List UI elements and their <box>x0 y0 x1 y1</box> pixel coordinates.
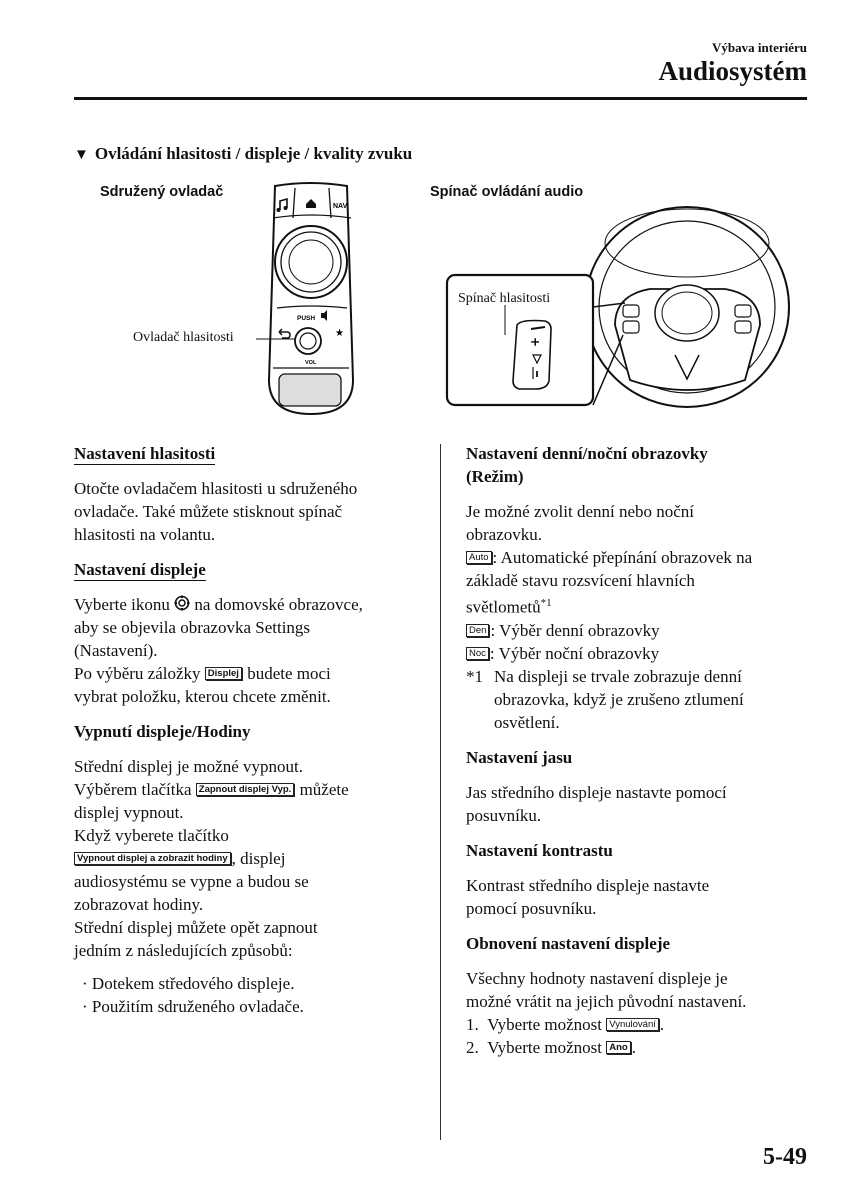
star-icon: ★ <box>335 328 344 339</box>
figure-label-controller: Sdružený ovladač <box>100 184 224 200</box>
callout-volume-knob: Ovladač hlasitosti <box>133 330 234 345</box>
para-reset: Všechny hodnoty nastavení displeje je možné vrátit na jejich původní nastavení. <box>466 968 747 1011</box>
list-item: · Dotekem středového displeje. <box>82 974 295 993</box>
heading-display: Nastavení displeje <box>74 560 206 579</box>
heading-day-night: Nastavení denní/noční obrazovky (Režim) <box>466 444 708 486</box>
right-column <box>466 442 811 1059</box>
list-item: 1. Vyberte možnost Vynulování . <box>466 1014 665 1034</box>
display-off-chip: Zapnout displej Vyp. <box>196 783 295 796</box>
display-off-clock-chip: Vypnout displej a zobrazit hodiny <box>74 852 231 865</box>
nav-label: NAV <box>333 203 348 210</box>
para-brightness: Jas středního displeje nastavte pomocí posuvníku. <box>466 782 727 825</box>
heading-brightness: Nastavení jasu <box>466 747 573 767</box>
footnote: *1 Na displeji se trvale zobrazuje denní obrazovka, když je zrušeno ztlumení osvětlení. <box>466 666 744 732</box>
display-tab-chip: Displej <box>205 667 242 680</box>
para-display-off: Střední displej je možné vypnout. Výběrem tlačítka Zapnout displej Vyp. můžete displej vypnout. Když vyberete tlačítko Vypnout displej a zobrazit hodiny , displej audiosystému se vypne a budou se zobrazovat hodiny. Střední displej můžete opět zapnout jedním z následujících způsobů: <box>74 757 349 960</box>
figure-label-steering: Spínač ovládání audio <box>430 184 584 200</box>
vol-label: VOL <box>305 360 317 366</box>
header-rule <box>74 97 807 100</box>
para-display: Vyberte ikonu na domovské obrazovce, aby se objevila obrazovka Settings (Nastavení). Po výběru záložky Displej budete moci vybrat položku, kterou chcete změnit. <box>74 595 363 706</box>
para-volume: Otočte ovladačem hlasitosti u sdruženého ovladače. Také můžete stisknout spínač hlasitosti na volantu. <box>74 479 358 544</box>
para-day-night: Je možné zvolit denní nebo noční obrazovku. Auto : Automatické přepínání obrazovek na základě stavu rozsvícení hlavních světlometů$^{*1}$ Den : Výběr denní obrazovky Noc : Výběr noční obrazovky <box>466 502 753 663</box>
noc-chip: Noc <box>466 647 489 660</box>
heading-reset: Obnovení nastavení displeje <box>466 933 671 953</box>
heading-display-off: Vypnutí displeje/Hodiny <box>74 722 251 741</box>
yes-chip: Ano <box>606 1041 630 1054</box>
svg-text:+: + <box>528 336 542 347</box>
den-chip: Den <box>466 624 489 637</box>
callout-volume-switch: Spínač hlasitosti <box>458 291 551 306</box>
list-item: · Použitím sdruženého ovladače. <box>82 997 304 1016</box>
para-contrast: Kontrast středního displeje nastavte pomocí posuvníku. <box>466 875 710 918</box>
left-column <box>74 442 430 1018</box>
commander-controller-illustration <box>255 180 365 420</box>
page-title: Audiosystém <box>658 56 807 86</box>
page-number: 5-49 <box>763 1144 807 1170</box>
callout-leader-knob <box>256 332 296 344</box>
push-label: PUSH <box>297 315 316 322</box>
reset-chip: Vynulování <box>606 1018 659 1031</box>
column-divider <box>440 444 441 1140</box>
heading-volume: Nastavení hlasitosti <box>74 444 216 463</box>
triangle-marker-icon: ▼ <box>74 147 89 163</box>
list-item: 2. Vyberte možnost Ano . <box>466 1037 636 1057</box>
section-name: Výbava interiéru <box>712 40 807 55</box>
section-title: ▼ Ovládání hlasitosti / displeje / kvality zvuku <box>74 144 413 163</box>
settings-gear-icon <box>174 595 190 611</box>
heading-contrast: Nastavení kontrastu <box>466 840 613 860</box>
auto-chip: Auto <box>466 551 492 564</box>
